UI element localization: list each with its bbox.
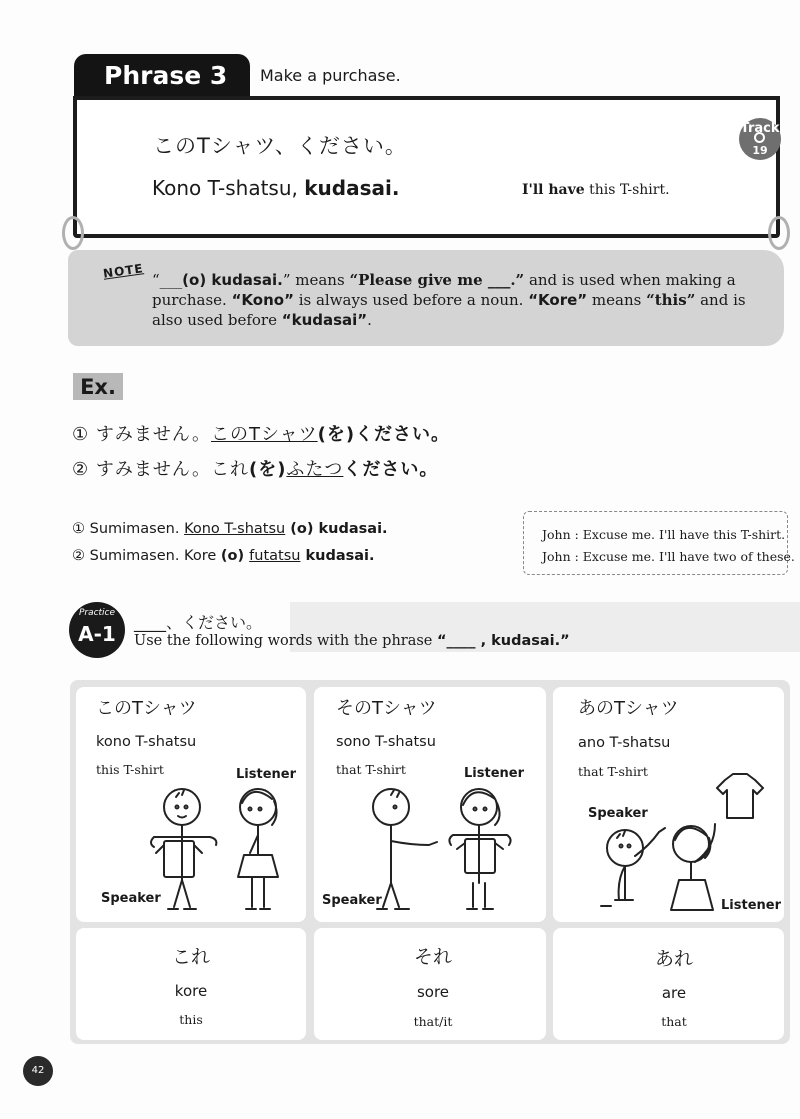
example-jp-2 [72, 455, 438, 481]
note-t5: and is also used before [152, 291, 746, 329]
word-romaji-sore: sore [416, 983, 450, 1001]
col2-listener-label: Listener [464, 766, 524, 781]
note-t1: means [290, 271, 350, 289]
circled-num: ② [72, 459, 90, 480]
note-kono: “Kono” [231, 291, 294, 309]
note-text [152, 270, 774, 330]
example-badge: Ex. [73, 373, 123, 400]
translation-1: John : Excuse me. I'll have this T-shirt. [542, 527, 786, 542]
word-romaji-kore: kore [174, 982, 208, 1000]
note-t3: is always used before a noun. [293, 291, 529, 309]
binder-ring-icon [62, 216, 84, 250]
audio-track-icon[interactable] [739, 118, 781, 160]
col1-speaker-label: Speaker [101, 891, 161, 906]
romaji-bold: kudasai. [304, 176, 400, 200]
phrase-english [522, 182, 670, 198]
word-en-sore: that/it [413, 1014, 453, 1029]
instruction-text: Use the following words with the phrase [134, 633, 437, 649]
speaker-listener-illustration-that-over-there [595, 770, 785, 920]
practice-jp: ____、ください。 [134, 613, 263, 632]
cd-icon [754, 132, 765, 143]
ex-underlined: futatsu [249, 548, 301, 564]
col3-speaker-label: Speaker [588, 806, 648, 821]
track-label: Track [740, 121, 780, 136]
ex-text: Sumimasen. [89, 521, 185, 537]
instruction-phrase: “____ , kudasai.” [437, 633, 570, 649]
ex-text: すみません。 [95, 424, 211, 445]
word-jp-kore: これ [171, 946, 210, 968]
phrase-romaji [152, 176, 399, 200]
note-tag: NOTE [102, 261, 145, 281]
speaker-listener-illustration-that [365, 785, 525, 915]
ex-underlined: ふたつ [286, 459, 344, 480]
example-jp-1 [72, 420, 450, 446]
note-t4: means [587, 291, 647, 309]
ex-particle: (を) [248, 459, 287, 480]
col3-english: that T-shirt [578, 764, 648, 779]
col1-romaji: kono T-shatsu [96, 734, 197, 750]
practice-badge [69, 602, 125, 658]
col3-romaji: ano T-shatsu [578, 735, 671, 751]
note-this: “this” [646, 291, 696, 309]
circled-num: ① [72, 424, 90, 445]
word-en-kore: this [179, 1012, 203, 1027]
col1-listener-label: Listener [236, 767, 296, 782]
practice-label: Practice [78, 608, 116, 618]
ex-bold: (o) kudasai. [285, 521, 388, 537]
note-kudasai: “kudasai” [281, 311, 368, 329]
phrase-tab: Phrase 3 [74, 54, 250, 98]
example-romaji-1 [72, 521, 388, 537]
speaker-listener-illustration-this [140, 785, 300, 915]
note-q1-blank: ___ [159, 271, 183, 289]
word-en-are: that [661, 1014, 687, 1029]
track-number: 19 [752, 144, 768, 157]
practice-id: A-1 [78, 622, 116, 646]
col2-romaji: sono T-shatsu [336, 734, 436, 750]
ex-bold: kudasai. [300, 548, 375, 564]
note-t2: and is used when making a purchase. [152, 271, 736, 309]
binder-ring-icon [768, 216, 790, 250]
phrase-box [73, 96, 780, 238]
ex-underlined: このTシャツ [210, 424, 318, 445]
english-bold: I'll have [522, 182, 585, 198]
circled-num: ② [72, 548, 85, 564]
col2-speaker-label: Speaker [322, 893, 382, 908]
note-q2: “Please give me ___.” [349, 271, 525, 289]
ex-kudasai: ください。 [355, 424, 451, 445]
col2-jp: そのTシャツ [336, 698, 437, 719]
word-jp-are: あれ [654, 948, 693, 970]
col1-jp: このTシャツ [96, 698, 197, 719]
tshirt-icon [717, 774, 763, 818]
note-kore: “Kore” [528, 291, 588, 309]
note-q1-open: “ [152, 271, 160, 289]
translation-box [523, 511, 788, 575]
ex-kudasai: ください。 [343, 459, 439, 480]
ex-particle: (o) [220, 548, 250, 564]
word-jp-sore: それ [413, 946, 452, 968]
romaji-plain: Kono T-shatsu, [152, 176, 305, 200]
note-q1-close: ” [282, 271, 291, 289]
page-number: 42 [23, 1056, 53, 1086]
note-q1-bold: (o) kudasai. [182, 271, 283, 289]
example-romaji-2 [72, 548, 375, 564]
phrase-subtitle: Make a purchase. [260, 66, 401, 85]
circled-num: ① [72, 521, 85, 537]
english-rest: this T-shirt. [584, 182, 670, 198]
ex-underlined: Kono T-shatsu [184, 521, 286, 537]
phrase-japanese: このTシャツ、ください。 [153, 134, 407, 158]
ex-text: すみません。これ [95, 459, 249, 480]
ex-particle: (を) [317, 424, 356, 445]
ex-text: Sumimasen. Kore [89, 548, 221, 564]
col3-listener-label: Listener [721, 898, 781, 913]
word-romaji-are: are [661, 984, 687, 1002]
col3-jp: あのTシャツ [578, 698, 679, 719]
practice-instruction [134, 633, 570, 649]
translation-2: John : Excuse me. I'll have two of these. [542, 549, 795, 564]
col1-english: this T-shirt [96, 762, 164, 777]
note-t6: . [367, 311, 372, 329]
col2-english: that T-shirt [336, 762, 406, 777]
